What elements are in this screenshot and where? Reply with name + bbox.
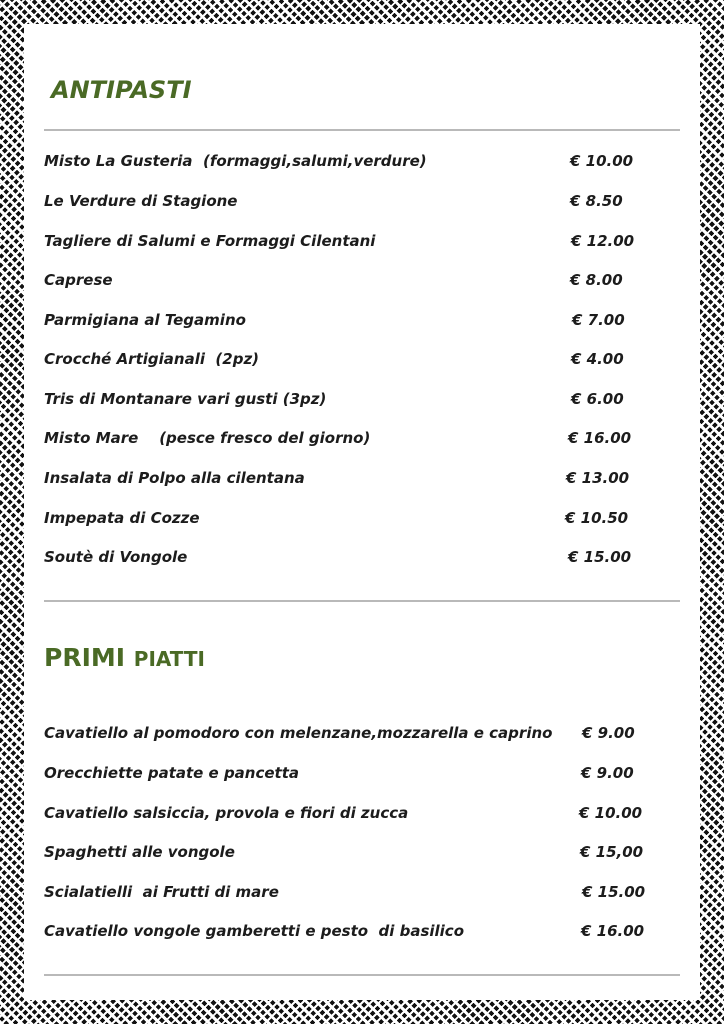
menu-item-price: € 10.00 [570, 152, 634, 170]
menu-item-price: € 15,00 [580, 843, 644, 861]
menu-item-price: € 9.00 [581, 764, 634, 782]
menu-item-price: € 7.00 [572, 311, 625, 329]
title-word-primi: PRIMI [44, 643, 126, 672]
menu-item-name: Spaghetti alle vongole [44, 843, 235, 861]
menu-item-name: Cavatiello salsiccia, provola e fiori di zucca [44, 804, 409, 822]
menu-item-name: Parmigiana al Tegamino [44, 311, 246, 329]
section-divider [44, 600, 680, 602]
menu-item-price: € 10.00 [579, 804, 643, 822]
menu-item-price: € 8.50 [570, 192, 623, 210]
menu-item-price: € 13.00 [566, 469, 630, 487]
menu-page [24, 24, 700, 1000]
menu-item-price: € 16.00 [568, 429, 632, 447]
menu-item-price: € 15.00 [568, 548, 632, 566]
menu-item-name: Cavatiello al pomodoro con melenzane,mozzarella e caprino [44, 724, 553, 742]
title-word-piatti: PIATTI [133, 647, 205, 671]
menu-item-name: Scialatielli ai Frutti di mare [44, 883, 279, 901]
section-divider [44, 974, 680, 976]
menu-item-price: € 8.00 [570, 271, 623, 289]
menu-item-name: Tris di Montanare vari gusti (3pz) [44, 390, 327, 408]
menu-item-price: € 15.00 [582, 883, 646, 901]
section-title-antipasti: ANTIPASTI [51, 76, 192, 104]
menu-item-price: € 16.00 [581, 922, 645, 940]
menu-item-name: Misto La Gusteria (formaggi,salumi,verdure) [44, 152, 427, 170]
menu-item-name: Cavatiello vongole gamberetti e pesto di basilico [44, 922, 465, 940]
menu-item-name: Le Verdure di Stagione [44, 192, 238, 210]
menu-item-name: Tagliere di Salumi e Formaggi Cilentani [44, 232, 376, 250]
section-divider [44, 129, 680, 131]
menu-item-name: Caprese [44, 271, 113, 289]
menu-item-price: € 9.00 [582, 724, 635, 742]
menu-item-name: Orecchiette patate e pancetta [44, 764, 300, 782]
menu-item-name: Crocché Artigianali (2pz) [44, 350, 260, 368]
menu-item-price: € 4.00 [571, 350, 624, 368]
menu-item-name: Insalata di Polpo alla cilentana [44, 469, 305, 487]
menu-item-name: Soutè di Vongole [44, 548, 188, 566]
menu-item-name: Impepata di Cozze [44, 509, 200, 527]
menu-item-price: € 6.00 [571, 390, 624, 408]
menu-item-price: € 12.00 [571, 232, 635, 250]
menu-item-price: € 10.50 [565, 509, 629, 527]
section-title-primi-piatti [44, 643, 205, 672]
menu-item-name: Misto Mare (pesce fresco del giorno) [44, 429, 371, 447]
